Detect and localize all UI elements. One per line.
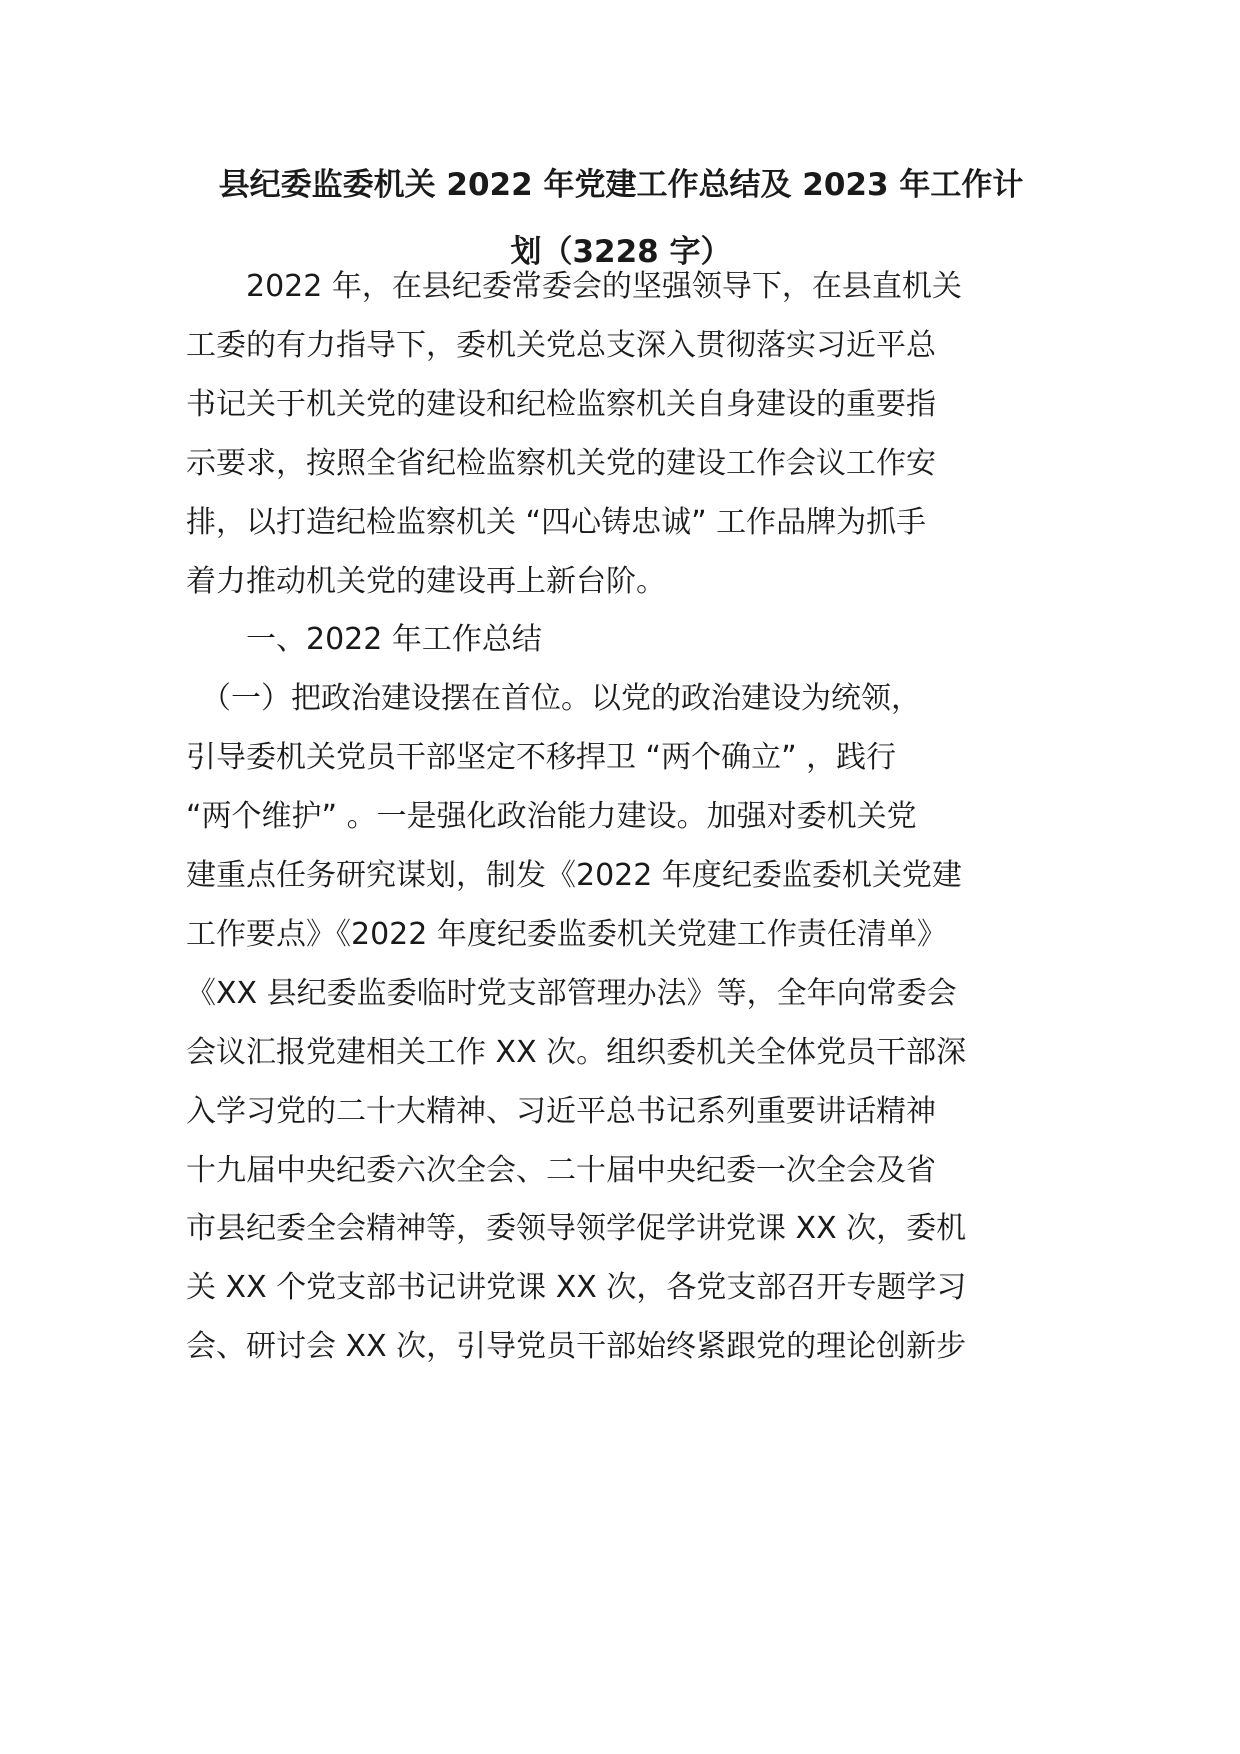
body-text-line: “两个维护” 。一是强化政治能力建设。加强对委机关党 — [186, 799, 917, 835]
body-text-line: 一、2022 年工作总结 — [186, 622, 542, 658]
body-text-line: 会议汇报党建相关工作 XX 次。组织委机关全体党员干部深 — [186, 1034, 967, 1070]
body-text-line: 书记关于机关党的建设和纪检监察机关自身建设的重要指 — [186, 386, 936, 422]
body-text-line: （一）把政治建设摆在首位。以党的政治建设为统领， — [186, 681, 921, 717]
body-text-line: 示要求，按照全省纪检监察机关党的建设工作会议工作安 — [186, 445, 936, 481]
body-text-line: 2022 年，在县纪委常委会的坚强领导下，在县直机关 — [186, 269, 962, 304]
body-text-line: 工作要点》《2022 年度纪委监委机关党建工作责任清单》 — [186, 916, 947, 952]
body-text-line: 关 XX 个党支部书记讲党课 XX 次，各党支部召开专题学习 — [186, 1270, 967, 1306]
body-text-line: 十九届中央纪委六次全会、二十届中央纪委一次全会及省 — [186, 1152, 936, 1188]
body-text-line: 《XX 县纪委监委临时党支部管理办法》等，全年向常委会 — [186, 975, 957, 1011]
body-text-line: 工委的有力指导下，委机关党总支深入贯彻落实习近平总 — [186, 327, 936, 363]
document-title-line-1: 县纪委监委机关 2022 年党建工作总结及 2023 年工作计 — [218, 167, 1024, 203]
body-text-line: 建重点任务研究谋划，制发《2022 年度纪委监委机关党建 — [186, 858, 962, 893]
body-text-line: 排，以打造纪检监察机关 “四心铸忠诚” 工作品牌为抓手 — [186, 504, 927, 540]
document-title-line-2: 划（3228 字） — [510, 234, 732, 270]
body-text-line: 引导委机关党员干部坚定不移捍卫 “两个确立” ，践行 — [186, 740, 897, 776]
body-text-line: 市县纪委全会精神等，委领导领学促学讲党课 XX 次，委机 — [186, 1211, 967, 1247]
body-text-line: 着力推动机关党的建设再上新台阶。 — [186, 563, 666, 599]
body-text-line: 入学习党的二十大精神、习近平总书记系列重要讲话精神 — [186, 1093, 936, 1129]
body-text-line: 会、研讨会 XX 次，引导党员干部始终紧跟党的理论创新步 — [186, 1329, 967, 1365]
